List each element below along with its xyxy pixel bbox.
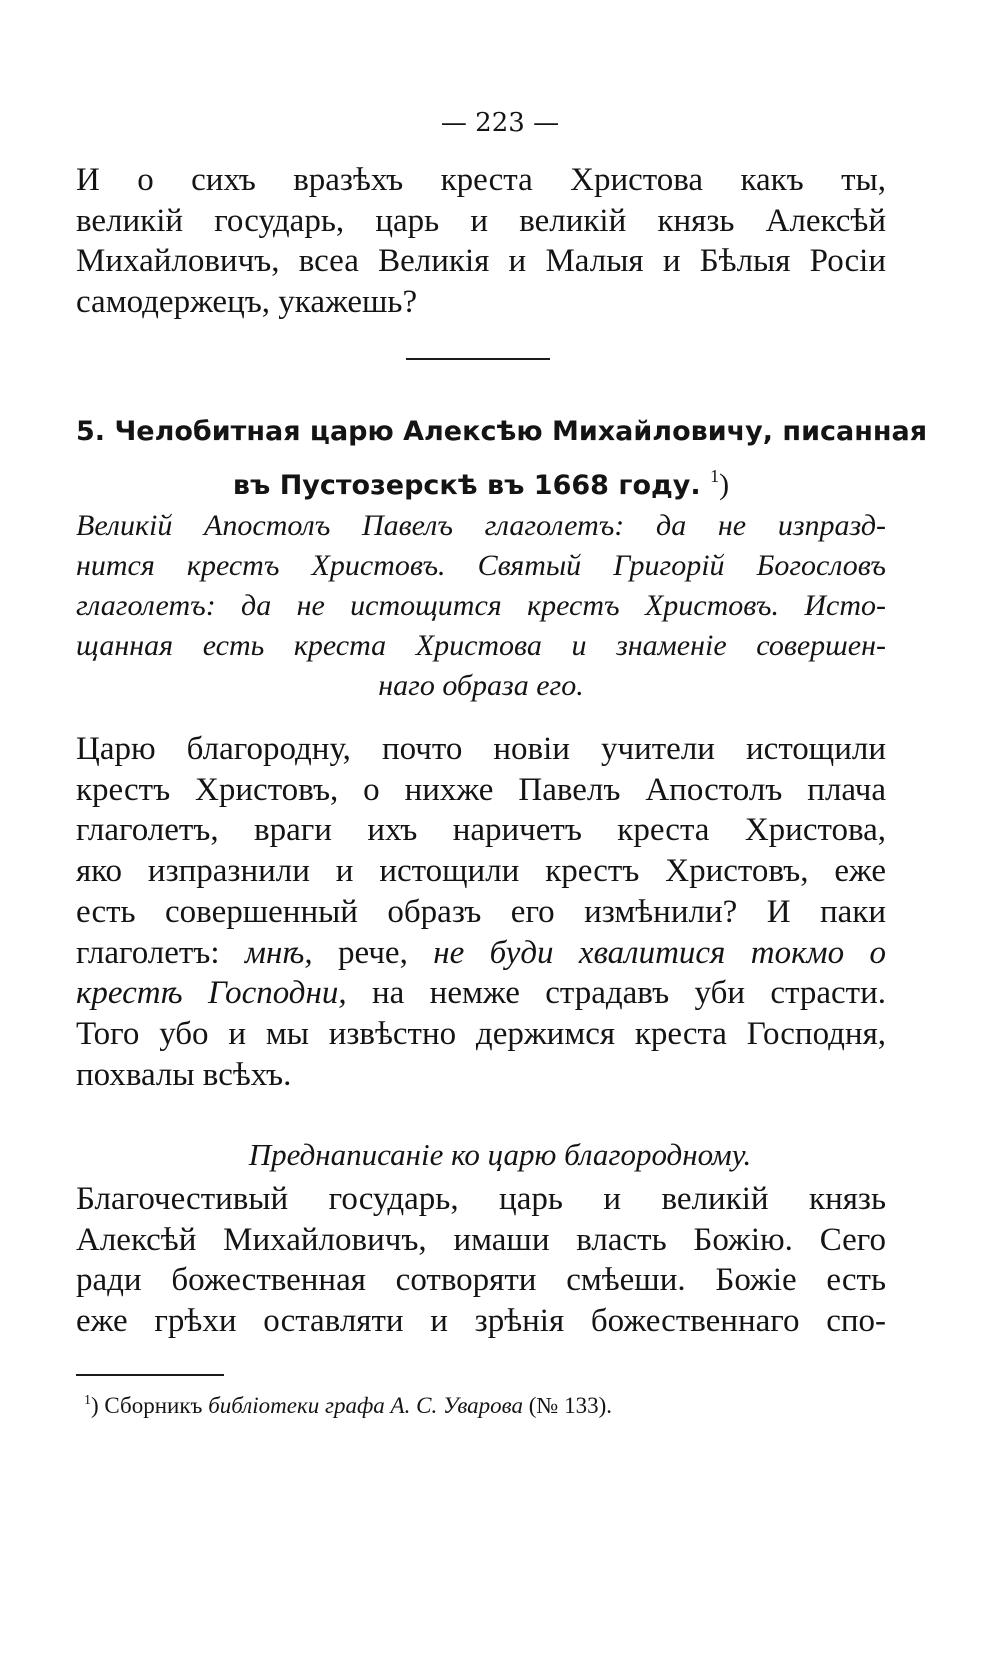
heading-text: въ Пустозерскѣ въ 1668 году.	[232, 470, 701, 501]
footnote	[84, 1384, 612, 1423]
footnote-source: библіотеки графа А. С. Уварова	[208, 1393, 523, 1418]
epigraph	[76, 506, 886, 706]
epigraph-line: глаголетъ: да не истощится крестъ Христовъ. Исто-	[76, 589, 886, 622]
text-line: самодержецъ, укажешь?	[76, 284, 418, 321]
section-heading	[76, 409, 928, 508]
epigraph-line: щанная есть креста Христова и знаменіе совершен-	[76, 629, 886, 662]
section-divider	[406, 358, 550, 360]
heading-line: 5. Челобитная царю Алексѣю Михайловичу, писанная	[76, 416, 928, 447]
text-line: Того убо и мы извѣстно держимся креста Господня,	[76, 1015, 886, 1052]
text-line: И о сихъ вразѣхъ креста Христова какъ ты,	[76, 162, 886, 198]
text-line: Алексѣй Михайловичъ, имаши власть Божію. Сего	[76, 1221, 886, 1258]
text-line: ради божественная сотворяти смѣеши. Божіе есть	[76, 1262, 886, 1299]
text-segment: на немже страдавъ уби страсти.	[346, 975, 886, 1012]
heading-line	[76, 454, 886, 508]
italic-quote: мнѣ,	[244, 934, 313, 971]
epigraph-line: наго образа его.	[378, 669, 584, 702]
text-line: великій государь, царь и великій князь Алексѣй	[76, 202, 886, 239]
text-line: похвалы всѣхъ.	[76, 1056, 292, 1093]
paragraph-petition	[76, 729, 886, 1095]
italic-quote: крестѣ Господни,	[76, 975, 347, 1012]
footnote-reference: 1	[710, 466, 720, 486]
text-line: яко изпразнили и истощили крестъ Христовъ, еже	[76, 853, 886, 890]
paragraph-preface	[76, 1179, 886, 1342]
text-line: Михайловичъ, всеа Великія и Малыя и Бѣлыя Росіи	[76, 243, 886, 280]
paragraph-intro	[76, 160, 886, 323]
text-line: Благочестивый государь, царь и великій князь	[76, 1181, 886, 1217]
footnote-text: (№ 133).	[523, 1393, 613, 1418]
text-line: еже грѣхи оставляти и зрѣнія божественнаго спо-	[76, 1303, 886, 1340]
text-line: крестъ Христовъ, о нихже Павелъ Апостолъ плача	[76, 771, 886, 808]
text-line: есть совершенный образъ его измѣнили? И паки	[76, 893, 886, 930]
footnote-paren: )	[91, 1393, 99, 1418]
footnote-mark: 1	[84, 1393, 91, 1408]
footnote-text: Сборникъ	[98, 1393, 209, 1418]
footnote-reference-paren: )	[719, 468, 730, 501]
text-line: глаголетъ, враги ихъ наричетъ креста Христова,	[76, 812, 886, 849]
text-segment: глаголетъ:	[76, 934, 245, 971]
italic-quote: не буди хвалитися токмо о	[433, 934, 886, 971]
text-line	[76, 973, 886, 1014]
epigraph-line: Великій Апостолъ Павелъ глаголетъ: да не изпразд-	[76, 509, 886, 542]
epigraph-line: нится крестъ Христовъ. Святый Григорій Богословъ	[76, 549, 886, 582]
footnote-divider	[76, 1374, 224, 1376]
subheading: Преднаписаніе ко царю благородному.	[248, 1137, 752, 1172]
text-segment: рече,	[312, 934, 434, 971]
text-line: Царю благородну, почто новіи учители истощили	[76, 731, 886, 767]
text-line	[76, 933, 886, 974]
page-number: — 223 —	[440, 108, 560, 138]
